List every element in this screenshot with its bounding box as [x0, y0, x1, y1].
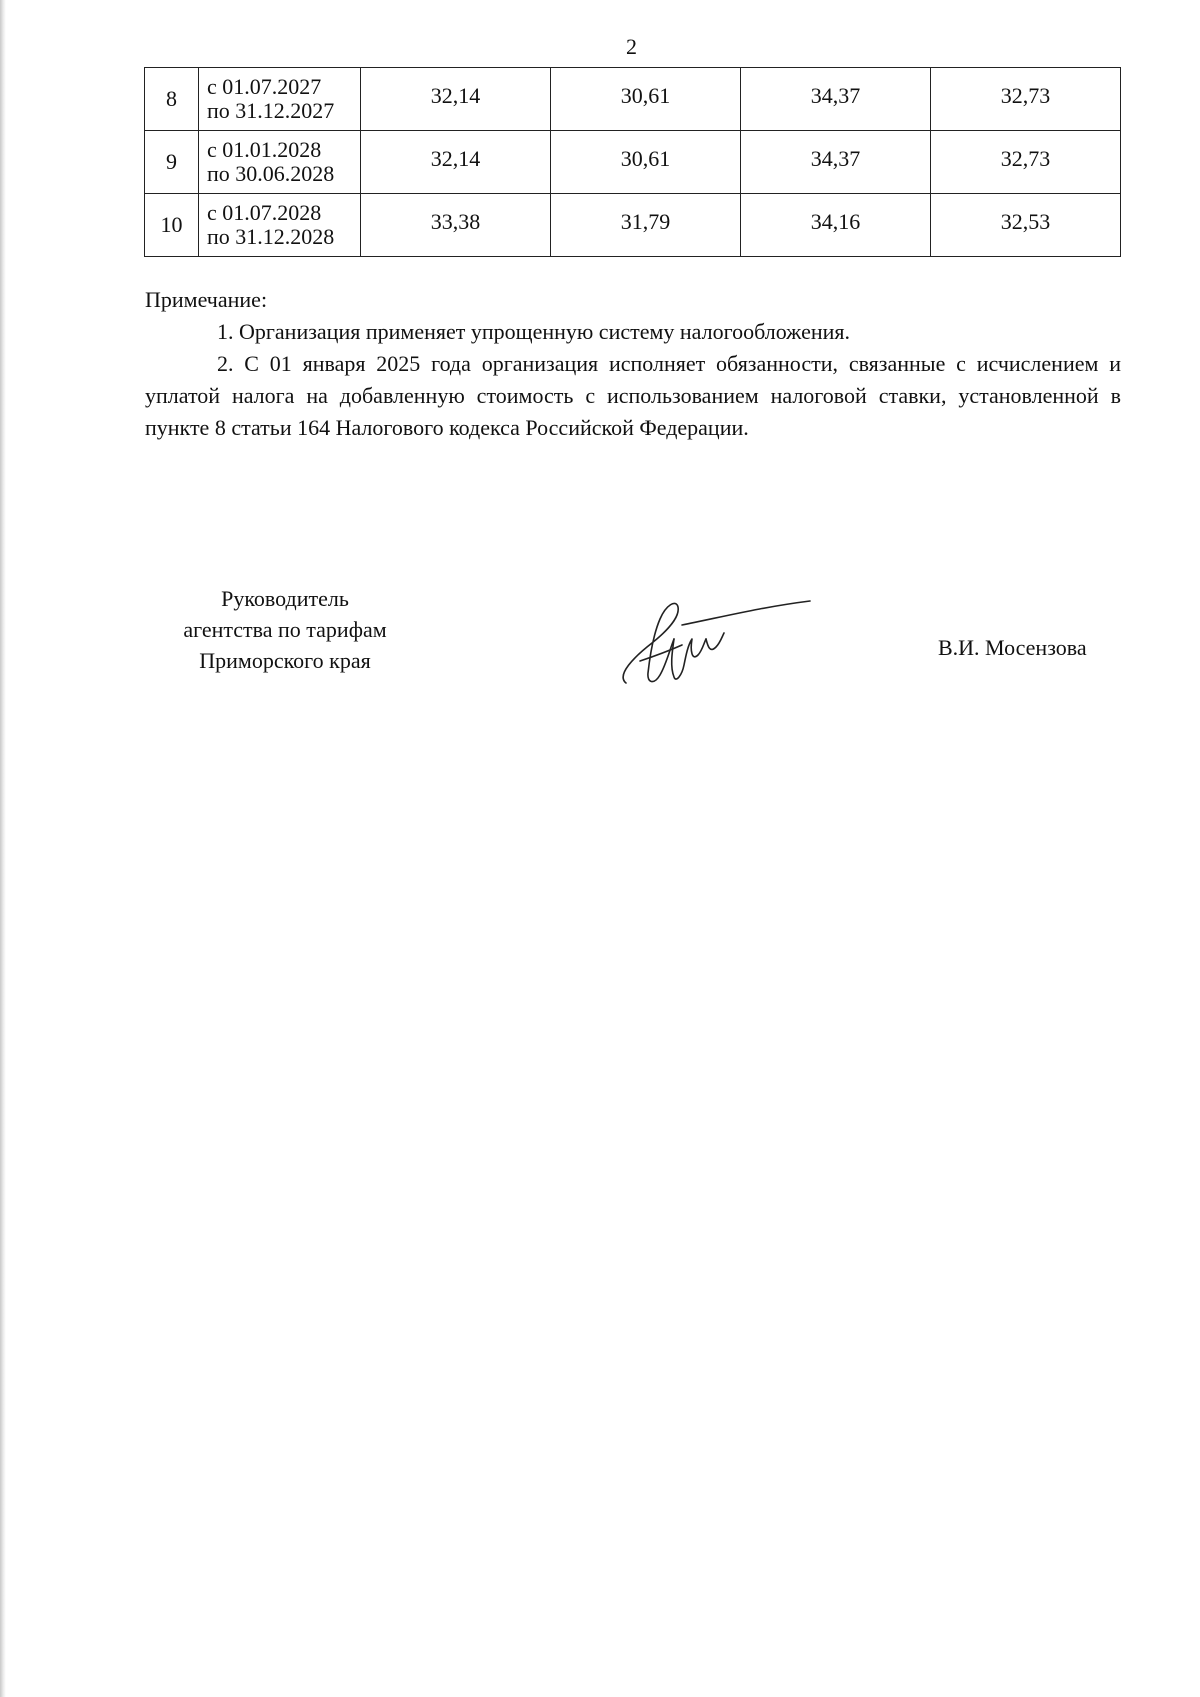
row-number: 8: [145, 68, 199, 131]
table-row: [145, 131, 1121, 194]
row-number: 10: [145, 194, 199, 257]
value-cell: 32,73: [931, 68, 1121, 131]
period-from: с 01.01.2028: [207, 136, 322, 162]
value-cell: 32,53: [931, 194, 1121, 257]
signatory-line: агентства по тарифам: [183, 617, 387, 642]
value-cell: 30,61: [551, 131, 741, 194]
row-number: 9: [145, 131, 199, 194]
tariff-table: [144, 67, 1121, 257]
period-to: по 31.12.2027: [207, 98, 335, 123]
value-cell: 31,79: [551, 194, 741, 257]
scan-left-edge: [0, 0, 6, 1697]
signatory-line: Руководитель: [221, 586, 349, 611]
value-cell: 34,37: [741, 68, 931, 131]
value-cell: 34,37: [741, 131, 931, 194]
value-cell: 34,16: [741, 194, 931, 257]
note-item-1: 1. Организация применяет упрощенную систему налогообложения.: [217, 319, 851, 344]
signer-name: В.И. Мосензова: [938, 635, 1087, 660]
period-to: по 30.06.2028: [207, 161, 335, 186]
value-cell: 32,73: [931, 131, 1121, 194]
value-cell: 32,14: [361, 131, 551, 194]
period-cell: [199, 194, 361, 257]
handwritten-signature: [612, 595, 822, 695]
period-cell: [199, 68, 361, 131]
table-row: [145, 194, 1121, 257]
note-section: [145, 284, 1121, 444]
table-row: [145, 68, 1121, 131]
period-from: с 01.07.2028: [207, 199, 322, 225]
value-cell: 33,38: [361, 194, 551, 257]
note-item-2: 2. С 01 января 2025 года организация исполняет обязанности, связанные с исчислением и уплатой налога на добавленную стоимость с использованием налоговой ставки, установленной в пункте 8 статьи 164 Налогового кодекса Российской Федерации.: [145, 351, 1121, 440]
period-cell: [199, 131, 361, 194]
page-number: 2: [626, 34, 637, 59]
value-cell: 30,61: [551, 68, 741, 131]
signatory-title: [140, 583, 430, 676]
signatory-line: Приморского края: [199, 648, 371, 673]
period-to: по 31.12.2028: [207, 224, 335, 249]
period-from: с 01.07.2027: [207, 73, 322, 99]
note-title: Примечание:: [145, 287, 268, 312]
value-cell: 32,14: [361, 68, 551, 131]
